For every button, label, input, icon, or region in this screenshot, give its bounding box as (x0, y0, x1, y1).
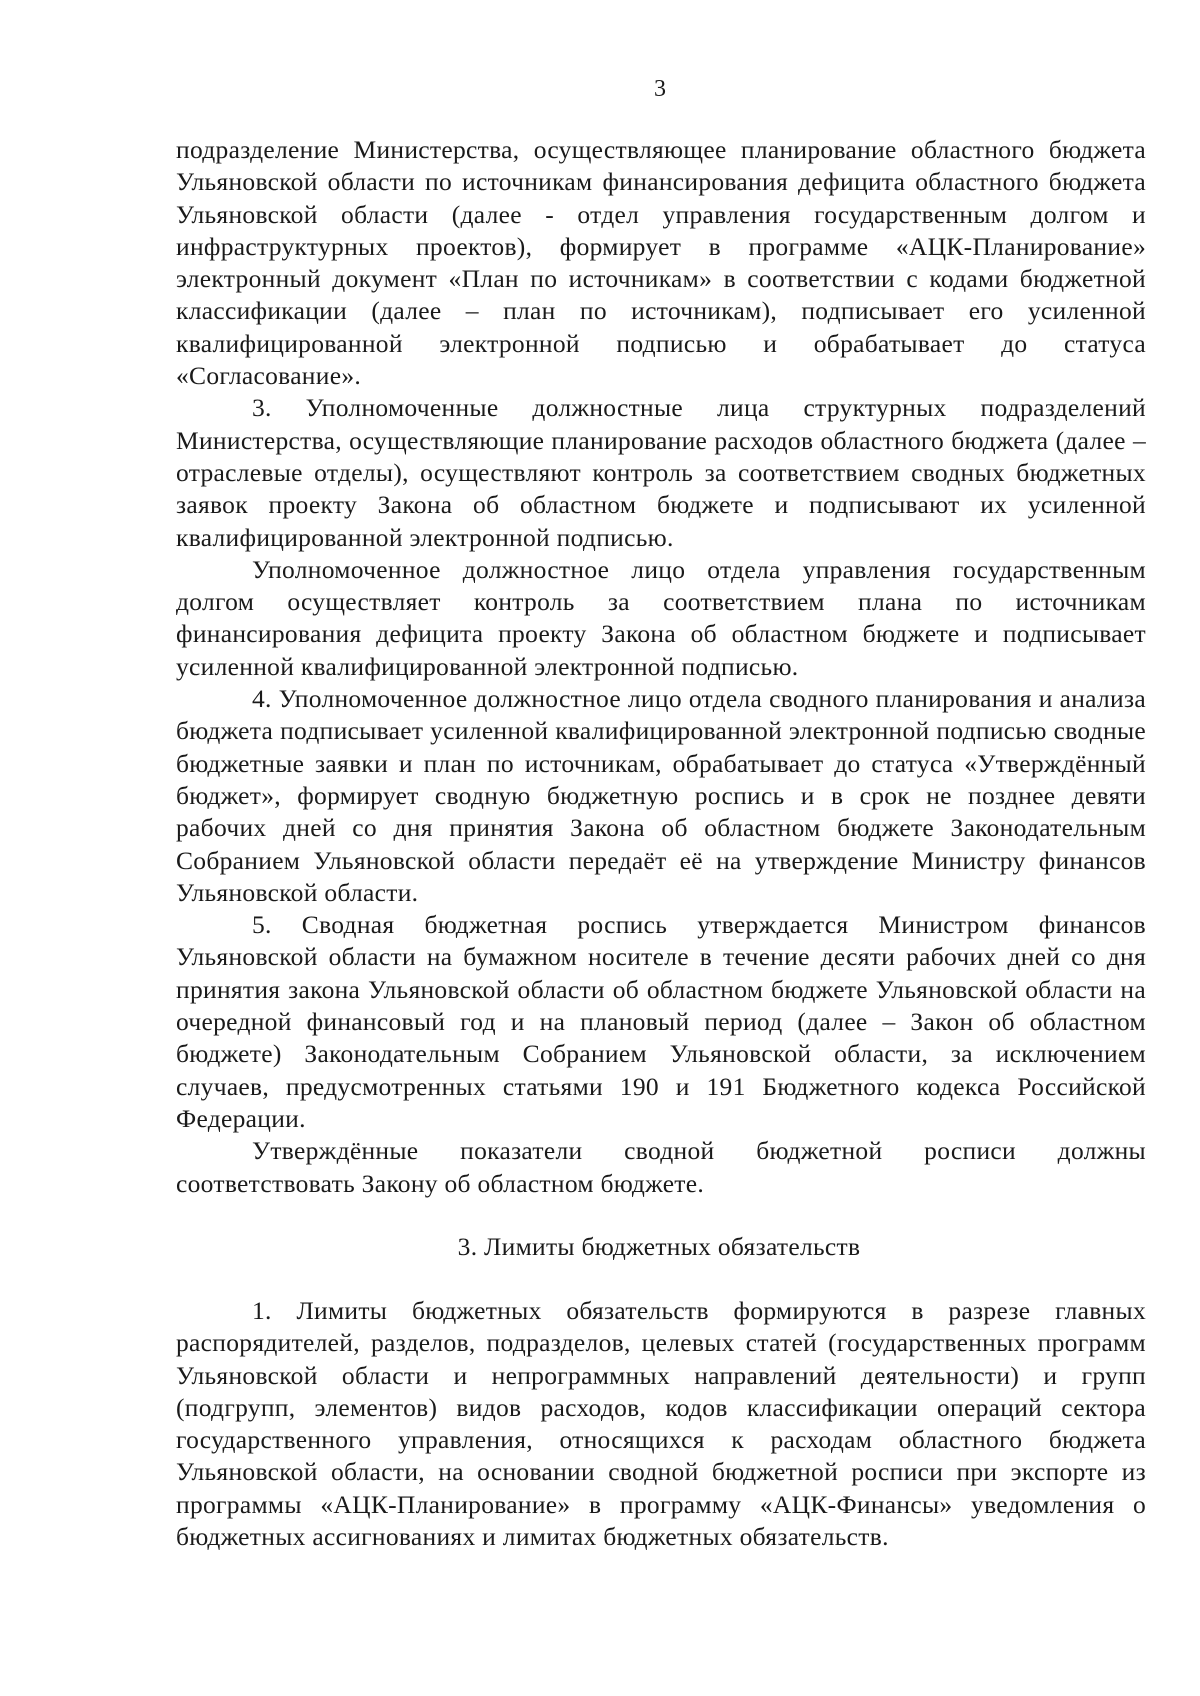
paragraph-item-5: 5. Сводная бюджетная роспись утверждается Министром финансов Ульяновской области на бумажном носителе в течение десяти рабочих дней со дня принятия закона Ульяновской области об областном бюджете Ульяновской области на очередной финансовый год и на плановый период (далее – Закон об областном бюджете) Законодательным Собранием Ульяновской области, за исключением случаев, предусмотренных статьями 190 и 191 Бюджетного кодекса Российской Федерации. (176, 910, 1146, 1133)
paragraph-approved-indicators: Утверждённые показатели сводной бюджетной росписи должны соответствовать Закону об областном бюджете. (176, 1136, 1146, 1198)
paragraph-item-3: 3. Уполномоченные должностные лица структурных подразделений Министерства, осуществляющие планирование расходов областного бюджета (далее – отраслевые отделы), осуществляют контроль за соответствием сводных бюджетных заявок проекту Закона об областном бюджете и подписывают их усиленной квалифицированной электронной подписью. (176, 393, 1146, 552)
section-paragraph-1: 1. Лимиты бюджетных обязательств формируются в разрезе главных распорядителей, разделов, подразделов, целевых статей (государственных программ Ульяновской области и непрограммных направлений деятельности) и групп (подгрупп, элементов) видов расходов, кодов классификации операций сектора государственного управления, относящихся к расходам областного бюджета Ульяновской области, на основании сводной бюджетной росписи при экспорте из программы «АЦК-Планирование» в программу «АЦК-Финансы» уведомления о бюджетных ассигнованиях и лимитах бюджетных обязательств. (176, 1296, 1146, 1552)
document-body (176, 134, 1146, 1200)
page-number: 3 (654, 76, 666, 102)
paragraph-continuation: подразделение Министерства, осуществляющее планирование областного бюджета Ульяновской области по источникам финансирования дефицита областного бюджета Ульяновской области (далее - отдел управления государственным долгом и инфраструктурных проектов), формирует в программе «АЦК-Планирование» электронный документ «План по источникам» в соответствии с кодами бюджетной классификации (далее – план по источникам), подписывает его усиленной квалифицированной электронной подписью и обрабатывает до статуса «Согласование». (176, 135, 1146, 391)
section-heading: 3. Лимиты бюджетных обязательств (457, 1232, 861, 1261)
paragraph-debt-control: Уполномоченное должностное лицо отдела управления государственным долгом осуществляет контроль за соответствием плана по источникам финансирования дефицита проекту Закона об областном бюджете и подписывает усиленной квалифицированной электронной подписью. (176, 554, 1146, 681)
paragraph-item-4: 4. Уполномоченное должностное лицо отдела сводного планирования и анализа бюджета подписывает усиленной квалифицированной электронной подписью сводные бюджетные заявки и план по источникам, обрабатывает до статуса «Утверждённый бюджет», формирует сводную бюджетную роспись и в срок не позднее девяти рабочих дней со дня принятия Закона об областном бюджете Законодательным Собранием Ульяновской области передаёт её на утверждение Министру финансов Ульяновской области. (176, 684, 1146, 907)
section-body (176, 1295, 1146, 1553)
